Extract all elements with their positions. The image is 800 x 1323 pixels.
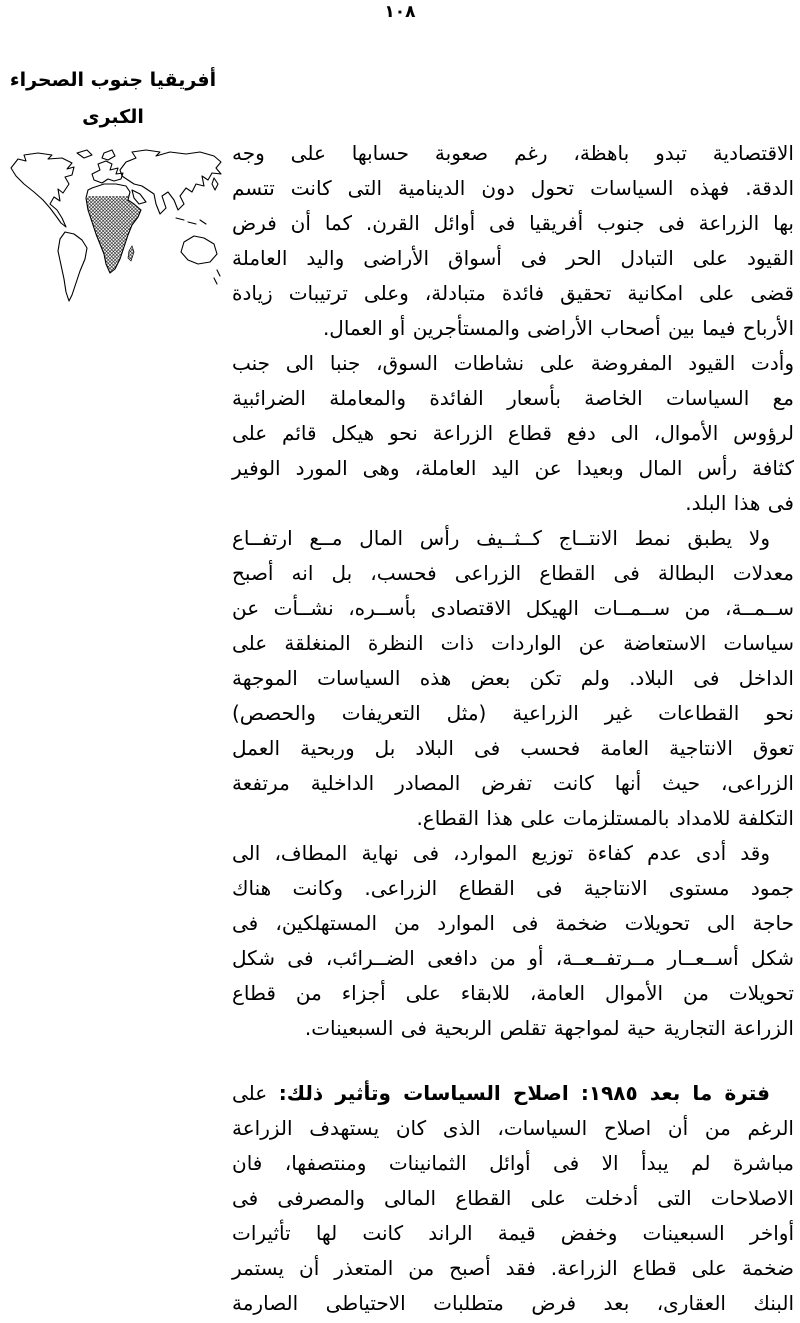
map-scandinavia: [102, 150, 115, 160]
paragraph-4: [232, 836, 794, 1046]
map-new-zealand: [214, 270, 220, 284]
text-line: لرؤوس الأموال، الى دفع قطاع الزراعة نحو هيكل قائم على: [232, 421, 794, 445]
text-line: مباشرة لم يبدأ الا فى أوائل الثمانينات ومنتصفها، فان: [232, 1151, 794, 1175]
text-line: حاجة الى تحويلات ضخمة فى الموارد من المستهلكين، فى: [232, 911, 794, 935]
text-line: البنك العقارى، بعد فرض متطلبات الاحتياطى الصارمة: [232, 1291, 794, 1315]
text-line: ســمــة، من ســمــات الهيكل الاقتصادى بأســره، نشــأت عن: [232, 596, 794, 620]
paragraph-2: [232, 346, 794, 521]
region-heading-line1: أفريقيا جنوب الصحراء: [9, 69, 217, 91]
text-line: بها الزراعة فى جنوب أفريقيا فى أوائل القرن. كما أن فرض: [232, 211, 794, 235]
text-line: سياسات الاستعاضة عن الواردات ذات النظرة المنغلقة على: [232, 631, 794, 655]
text-line: مع السياسات الخاصة بأسعار الفائدة والمعاملة الضرائبية: [232, 386, 794, 410]
text-line: وأدت القيود المفروضة على نشاطات السوق، جنبا الى جنب: [232, 351, 794, 375]
text-line: ضخمة على قطاع الزراعة. فقد أصبح من المتعذر أن يستمر: [232, 1256, 794, 1280]
world-map: [0, 146, 226, 306]
map-indonesia: [176, 218, 206, 224]
map-south-america: [58, 232, 87, 301]
text-line: نحو القطاعات غير الزراعية (مثل التعريفات والحصص): [232, 701, 794, 725]
text-line: القيود على التبادل الحر فى أسواق الأراضى واليد العاملة: [232, 246, 794, 270]
paragraph-3: [232, 521, 794, 836]
text-line: الدقة. فهذه السياسات تحول دون الدينامية التى كانت تتسم: [232, 176, 794, 200]
text-line: معدلات البطالة فى القطاع الزراعى فحسب، بل انه أصبح: [232, 561, 794, 585]
text-line: الزراعى، حيث أنها كانت تفرض المصادر الداخلية مرتفعة: [232, 771, 794, 795]
map-greenland: [77, 150, 92, 158]
text-line: الاقتصادية تبدو باهظة، رغم صعوبة حسابها على وجه: [232, 141, 794, 165]
text-line: الاصلاحات التى أدخلت على القطاع المالى والمصرفى فى: [232, 1186, 794, 1210]
section-heading: فترة ما بعد ١٩٨٥: اصلاح السياسات وتأثير ذلك:: [278, 1081, 770, 1105]
text-line: الداخل فى البلاد. ولم تكن بعض هذه السياسات الموجهة: [232, 666, 794, 690]
text-line: وقد أدى عدم كفاءة توزيع الموارد، فى نهاية المطاف، الى: [232, 841, 770, 865]
text-line: الأرباح فيما بين أصحاب الأراضى والمستأجرين أو العمال.: [322, 316, 794, 340]
world-map-graphic: [8, 146, 226, 306]
map-europe: [92, 161, 123, 183]
region-heading-line2: الكبرى: [82, 106, 144, 128]
paragraph-5: [232, 1076, 794, 1321]
region-heading: [0, 64, 226, 133]
margin-column: [0, 64, 226, 306]
text-line: تحويلات من الأموال العامة، للابقاء على أجزاء من قطاع: [232, 981, 794, 1005]
text-line: فى هذا البلد.: [685, 491, 794, 515]
map-subsaharan-highlight: [86, 192, 141, 273]
page-number: ١٠٨: [384, 2, 416, 22]
text-line: كثافة رأس المال وبعيدا عن اليد العاملة، وهى المورد الوفير: [232, 456, 794, 480]
text-line: شكل أســعــار مــرتفــعــة، أو من دافعى الضــرائب، فى شكل: [232, 946, 794, 970]
text-line: التكلفة للامداد بالمستلزمات على هذا القطاع.: [416, 806, 794, 830]
text-line: أواخر السبعينات وخفض قيمة الراند كانت لها تأثيرات: [232, 1221, 794, 1245]
map-north-america: [11, 153, 74, 227]
map-japan: [212, 178, 218, 190]
map-madagascar: [128, 246, 134, 261]
map-australia: [181, 236, 217, 264]
paragraph-1: [232, 136, 794, 346]
text-column: [232, 136, 794, 1321]
text-line: الزراعة التجارية حية لمواجهة تقلص الربحية فى السبعينات.: [304, 1016, 794, 1040]
map-arabia: [132, 190, 146, 204]
text-line: جمود مستوى الانتاجية فى القطاع الزراعى. وكانت هناك: [232, 876, 794, 900]
text-line: تعوق الانتاجية العامة فحسب فى البلاد بل وربحية العمل: [232, 736, 794, 760]
text-line: الرغم من أن اصلاح السياسات، الذى كان يستهدف الزراعة: [232, 1116, 794, 1140]
text-line: فترة ما بعد ١٩٨٥: اصلاح السياسات وتأثير ذلك: على: [232, 1081, 770, 1105]
text-line: ولا يطبق نمط الانتــاج كــثــيف رأس المال مــع ارتفــاع: [232, 526, 770, 550]
text-line: قضى على امكانية تحقيق فائدة متبادلة، وعلى ترتيبات زيادة: [232, 281, 794, 305]
